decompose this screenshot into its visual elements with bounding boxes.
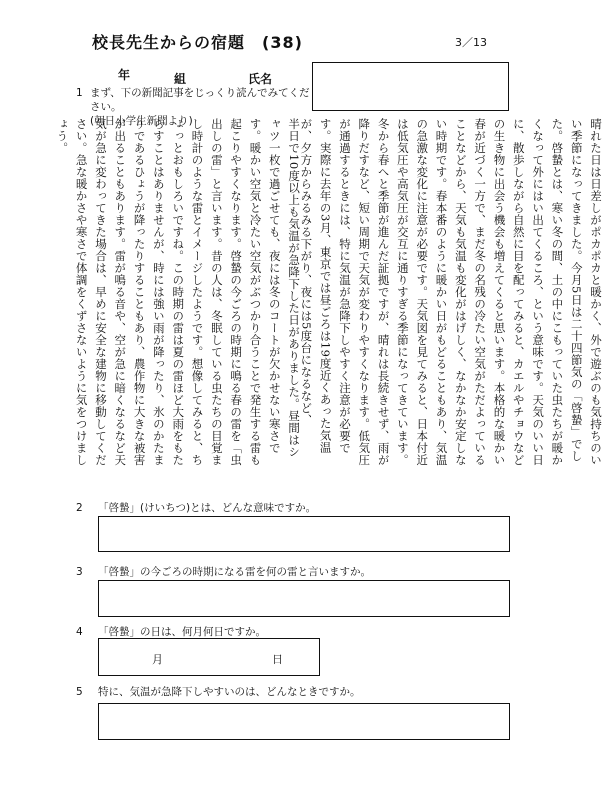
question-4 (76, 624, 266, 639)
year-label: 年 (118, 68, 131, 82)
article-right-block (296, 118, 603, 468)
question-2 (76, 500, 316, 515)
article-left-block (52, 118, 302, 468)
question-2-text: 「啓蟄」(けいちつ)とは、どんな意味ですか。 (98, 502, 317, 514)
article-left-text: 半日で10度以上も気温が急降下した日がありました。昼間はシャツ一枚で過ごせても、夜には冬のコートが欠かせない寒さです。暖かい空気と冷たい空気がぶつかり合うことで発生する雷も起こりやすくなります。啓蟄の今ごろの時期に鳴る春の雷を「虫出しの雷」と言います。昔の人は、冬眠している虫たちの目覚まし時計のような雷とイメージしたようです。想像してみると、ちょっとおもしろいですね。この時期の雷は夏の雷ほど大雨をもたらすことはありませんが、時には強い雨が降ったり、氷のかたまりであるひょうが降ったりすることもあり、農作物に大きな被害が出ることもあります。雷が鳴る音や、空が急に暗くなるなど天気が急に変わってきた場合は、早めに安全な建物に移動してください。急な暖かさや寒さで体調をくずさないように気をつけましょう。 (55, 118, 302, 466)
question-1-text: まず、下の新聞記事をじっくり読んでみてください。 (90, 87, 310, 114)
question-1-number: 1 (76, 87, 83, 99)
page-title: 校長先生からの宿題 (38) (92, 33, 303, 52)
answer-3-field[interactable] (98, 580, 510, 617)
question-3 (76, 564, 371, 579)
answer-2-field[interactable] (98, 516, 510, 552)
day-label: 日 (272, 653, 283, 666)
class-label: 組 (174, 72, 187, 86)
question-4-text: 「啓蟄」の日は、何月何日ですか。 (98, 626, 266, 638)
article-right-text: 晴れた日は日差しがポカポカと暖かく、外で遊ぶのも気持ちのいい季節になってきました。今月5日は二十四節気の「啓蟄」でした。啓蟄とは、寒い冬の間、土の中にこもっていた虫たちが暖かくなって外にはい出てくるころ、という意味です。天気のいい日に、散歩しながら自然に目を配ってみると、カエルやチョウなどの生き物に出会う機会も増えてくると思います。本格的な暖かい春が近づく一方で、まだ冬の名残の冷たい空気がただよっていることなどから、天気も気温も変化がはげしく、なかなか安定しない時期です。春本番のように暖かい日がもどることもあり、気温の急激な変化に注意が必要です。天気図を見てみると、日本付近は低気圧や高気圧が交互に通りすぎる季節になってきています。冬から春へと季節が進んだ証拠ですが、晴れは長続きせず、雨が降りだすなど、短い周期で天気が変わりやすくなります。低気圧が通過するときには、特に気温が急降下しやすく注意が必要です。実際に去年の3月、東京では昼ごろは19度近くあった気温が、夕方からみるみる下がり、夜には5度台になるなど、 (299, 118, 603, 466)
page-number: 3／13 (455, 36, 487, 49)
name-field[interactable] (312, 62, 509, 111)
question-5-number: 5 (76, 686, 83, 698)
question-3-number: 3 (76, 566, 83, 578)
newspaper-article (52, 118, 603, 473)
question-4-number: 4 (76, 626, 83, 638)
answer-4-field[interactable] (98, 638, 320, 676)
article-source: (朝日小学生新聞より) (90, 115, 193, 128)
question-3-text: 「啓蟄」の今ごろの時期になる雷を何の雷と言いますか。 (98, 566, 371, 578)
question-2-number: 2 (76, 502, 83, 514)
question-5 (76, 684, 361, 699)
answer-5-field[interactable] (98, 703, 510, 740)
month-label: 月 (152, 653, 163, 666)
question-5-text: 特に、気温が急降下しやすいのは、どんなときですか。 (98, 686, 361, 698)
name-label: 氏名 (248, 72, 273, 86)
